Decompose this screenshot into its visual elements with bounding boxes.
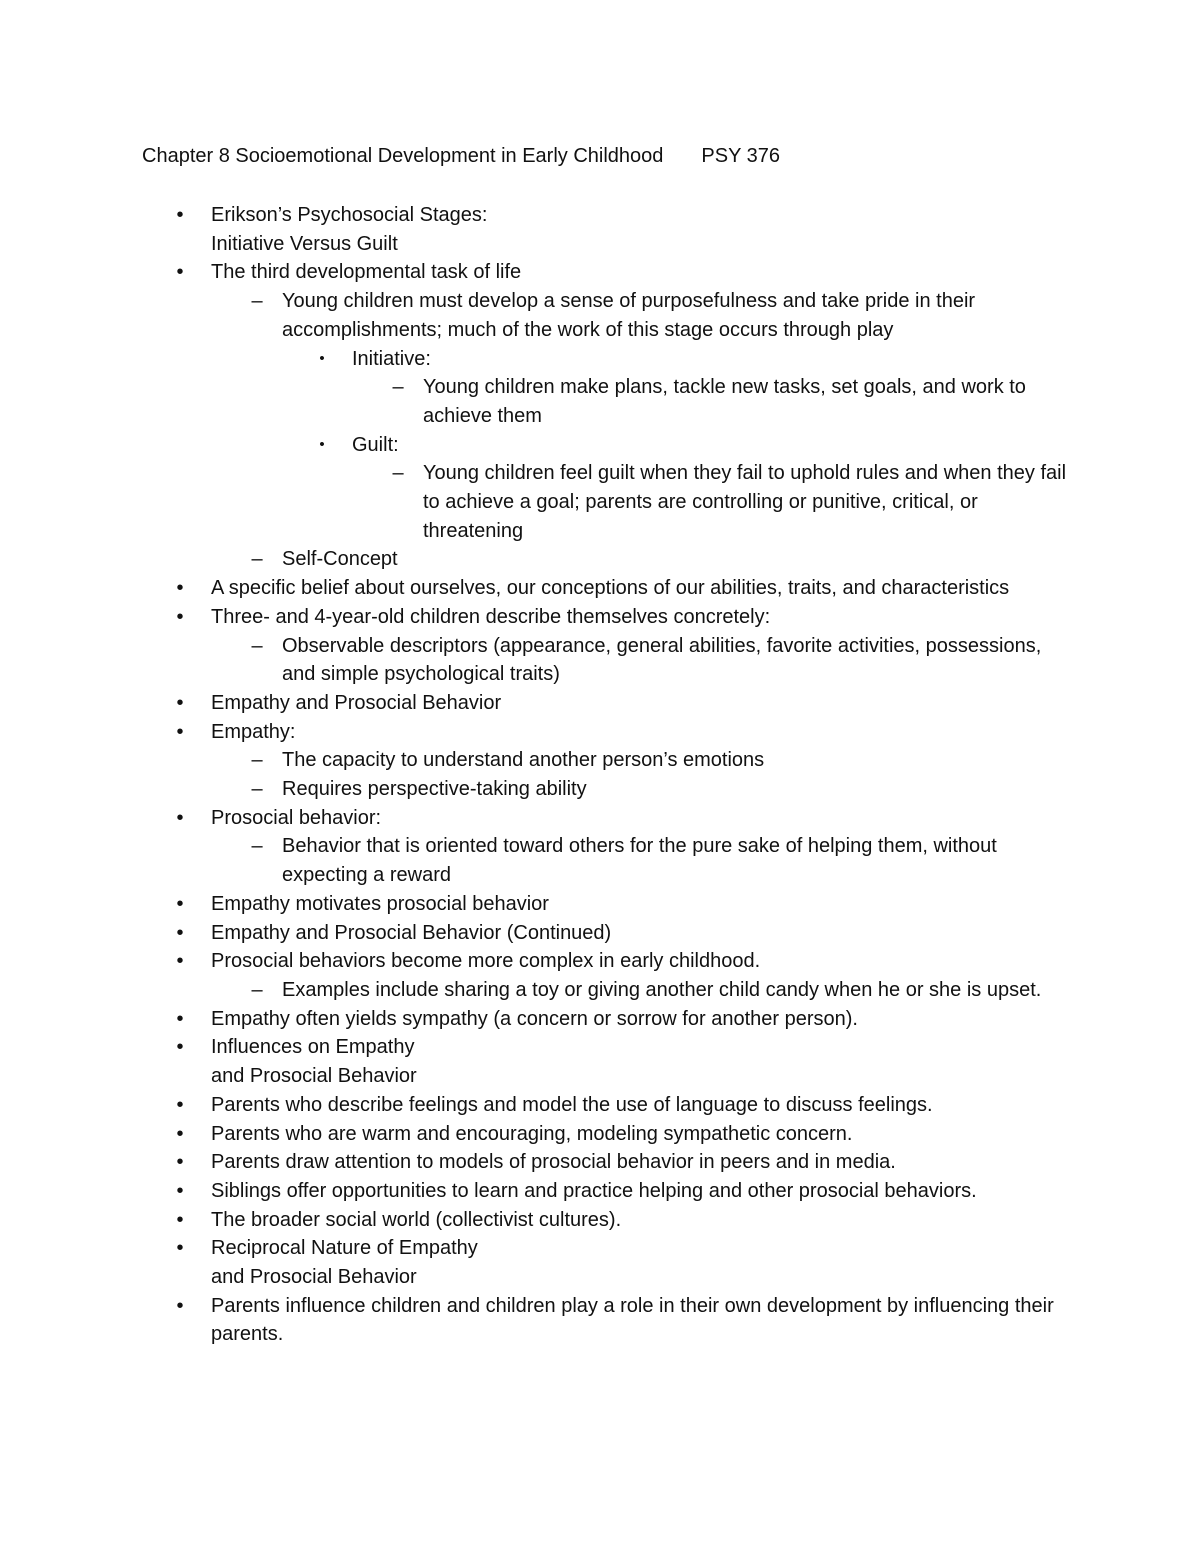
outline-item-text: Siblings offer opportunities to learn and practice helping and other prosocial behaviors. [211, 1179, 977, 1202]
outline-item-text: Reciprocal Nature of Empathy and Prosocial Behavior [211, 1237, 478, 1289]
outline-item-text: Empathy and Prosocial Behavior (Continued) [211, 921, 612, 944]
outline-item-text: Requires perspective-taking ability [282, 778, 587, 801]
outline-item [0, 431, 1200, 460]
bullet-marker: • [176, 1151, 184, 1174]
outline-item-text: Prosocial behaviors become more complex in early childhood. [211, 950, 761, 973]
dash-marker: – [251, 634, 263, 657]
outline-item-text: Parents draw attention to models of prosocial behavior in peers and in media. [211, 1151, 896, 1174]
outline-item-text: Behavior that is oriented toward others for the pure sake of helping them, without expecting a reward [282, 835, 997, 887]
bullet-marker: • [176, 577, 184, 600]
outline-item [0, 1292, 1200, 1349]
outline-item [0, 345, 1200, 374]
bullet-marker: • [176, 204, 184, 226]
bullet-marker: • [176, 892, 184, 915]
outline-item [0, 804, 1200, 833]
bullet-marker: • [176, 1122, 184, 1145]
outline-item [0, 201, 1200, 258]
outline-item-text: Empathy: [211, 720, 296, 743]
outline-item [0, 574, 1200, 603]
outline-item [0, 976, 1200, 1005]
outline-item [0, 919, 1200, 948]
bullet-marker: • [176, 1007, 184, 1030]
dash-marker: – [251, 778, 263, 801]
outline-item-text: Parents influence children and children play a role in their own development by influencing their parents. [211, 1294, 1054, 1346]
outline-list [0, 201, 1200, 1349]
outline-item-text: Young children feel guilt when they fail to uphold rules and when they fail to achieve a goal; parents are controlling or punitive, critical, or threatening [423, 462, 1067, 542]
bullet-marker: • [176, 261, 184, 284]
outline-item [0, 890, 1200, 919]
outline-item [0, 459, 1200, 545]
dash-marker: – [251, 749, 263, 772]
outline-item [0, 1148, 1200, 1177]
outline-item-text: Empathy and Prosocial Behavior [211, 691, 502, 714]
outline-item-text: Observable descriptors (appearance, general abilities, favorite activities, possessions, and simple psychological traits) [282, 634, 1042, 686]
outline-item-text: The capacity to understand another person’s emotions [282, 749, 765, 772]
dash-marker: – [251, 290, 263, 313]
page-title [142, 142, 780, 170]
bullet-marker: • [176, 921, 184, 944]
outline-item [0, 1206, 1200, 1235]
outline-item [0, 258, 1200, 287]
outline-item-text: Initiative: [352, 347, 431, 370]
bullet-marker: • [319, 435, 325, 453]
dash-marker: – [251, 978, 263, 1001]
bullet-marker: • [176, 1036, 184, 1059]
outline-item [0, 947, 1200, 976]
outline-item [0, 718, 1200, 747]
outline-item-text: Guilt: [352, 433, 399, 456]
outline-item [0, 775, 1200, 804]
outline-item-text: Erikson’s Psychosocial Stages: Initiative Versus Guilt [211, 204, 488, 255]
outline-item [0, 545, 1200, 574]
outline-item-text: Prosocial behavior: [211, 806, 382, 829]
bullet-marker: • [176, 1237, 184, 1260]
bullet-marker: • [319, 349, 325, 367]
outline-item [0, 1177, 1200, 1206]
outline-item-text: The third developmental task of life [211, 261, 522, 284]
outline-item [0, 1091, 1200, 1120]
outline-item [0, 1005, 1200, 1034]
outline-item-text: Empathy motivates prosocial behavior [211, 892, 549, 915]
bullet-marker: • [176, 1208, 184, 1231]
bullet-marker: • [176, 605, 184, 628]
outline-item-text: Three- and 4-year-old children describe themselves concretely: [211, 605, 771, 628]
bullet-marker: • [176, 691, 184, 714]
chapter-title: Chapter 8 Socioemotional Development in Early Childhood [142, 145, 664, 167]
outline-item-text: Parents who are warm and encouraging, modeling sympathetic concern. [211, 1122, 853, 1145]
outline-item [0, 1120, 1200, 1149]
bullet-marker: • [176, 1179, 184, 1202]
outline-item [0, 603, 1200, 632]
outline-item-text: Influences on Empathy and Prosocial Behavior [211, 1036, 417, 1088]
outline-item-text: Parents who describe feelings and model the use of language to discuss feelings. [211, 1093, 933, 1116]
outline-item [0, 746, 1200, 775]
outline-item-text: Young children must develop a sense of purposefulness and take pride in their accomplishments; much of the work of this stage occurs through play [282, 290, 976, 341]
course-code: PSY 376 [701, 145, 780, 167]
bullet-marker: • [176, 950, 184, 973]
outline-item-text: Empathy often yields sympathy (a concern or sorrow for another person). [211, 1007, 858, 1030]
bullet-marker: • [176, 806, 184, 829]
outline-item-text: Self-Concept [282, 548, 398, 571]
outline-item [0, 832, 1200, 889]
outline-item [0, 689, 1200, 718]
outline-item [0, 632, 1200, 689]
outline-item-text: A specific belief about ourselves, our conceptions of our abilities, traits, and characteristics [211, 577, 1010, 600]
bullet-marker: • [176, 1294, 184, 1317]
dash-marker: – [392, 462, 404, 485]
outline-item [0, 1033, 1200, 1090]
dash-marker: – [251, 548, 263, 571]
outline-item [0, 373, 1200, 430]
outline-item-text: Young children make plans, tackle new tasks, set goals, and work to achieve them [423, 376, 1026, 427]
outline-item [0, 287, 1200, 344]
outline-item-text: Examples include sharing a toy or giving another child candy when he or she is upset. [282, 978, 1042, 1001]
bullet-marker: • [176, 1093, 184, 1116]
dash-marker: – [251, 835, 263, 858]
outline-item [0, 1234, 1200, 1291]
outline-item-text: The broader social world (collectivist cultures). [211, 1208, 622, 1231]
dash-marker: – [392, 376, 404, 399]
bullet-marker: • [176, 720, 184, 743]
